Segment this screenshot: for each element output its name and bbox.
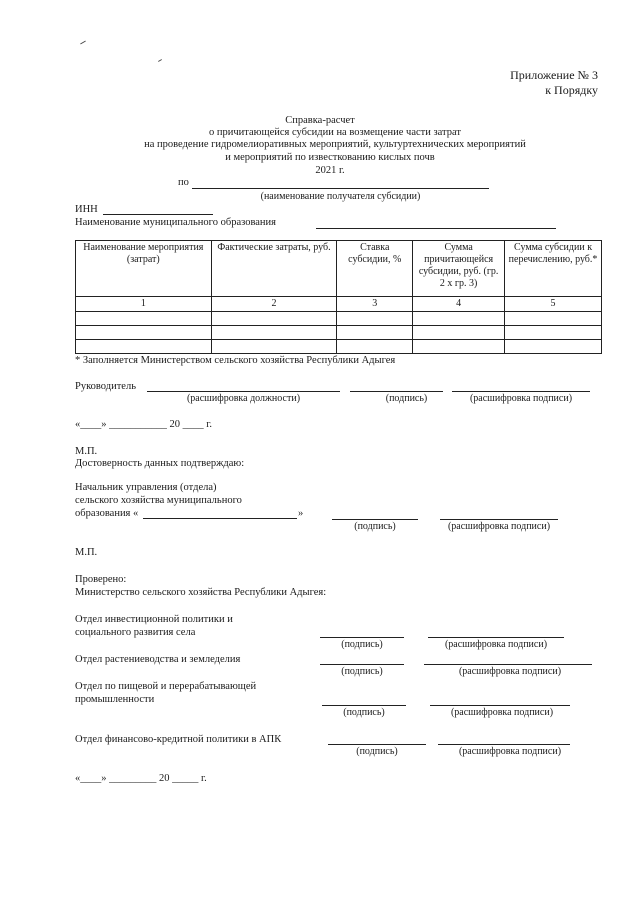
head-date-line[interactable]: «____» ___________ 20 ____ г. <box>75 419 212 430</box>
head-signature-field[interactable] <box>350 391 443 392</box>
dept2-decode-field[interactable] <box>424 664 592 665</box>
recipient-caption: (наименование получателя субсидии) <box>260 191 421 202</box>
doc-title-line4: и мероприятий по известкованию кислых почв <box>225 152 435 163</box>
dept1-line1: Отдел инвестиционной политики и <box>75 614 233 625</box>
table-cell[interactable] <box>76 312 212 326</box>
dept3-decode-field[interactable] <box>430 705 570 706</box>
confirm-decode-field[interactable] <box>440 519 558 520</box>
footnote: * Заполняется Министерством сельского хозяйства Республики Адыгея <box>75 355 396 366</box>
header-cell: Ставка субсидии, % <box>337 241 413 297</box>
table-cell[interactable] <box>76 326 212 340</box>
column-number: 1 <box>76 297 212 312</box>
header-cell: Сумма причитающейся субсидии, руб. (гр. 2 х гр. 3) <box>413 241 505 297</box>
table-cell[interactable] <box>505 326 602 340</box>
table-cell[interactable] <box>211 326 337 340</box>
column-number: 2 <box>211 297 337 312</box>
head-decode-field[interactable] <box>452 391 590 392</box>
checked-date-line[interactable]: «____» _________ 20 _____ г. <box>75 773 207 784</box>
dept1-signature-field[interactable] <box>320 637 404 638</box>
municipality-name-field[interactable] <box>143 518 297 519</box>
table-cell[interactable] <box>337 326 413 340</box>
table-cell[interactable] <box>211 312 337 326</box>
table-cell[interactable] <box>337 312 413 326</box>
head-position-field[interactable] <box>147 391 340 392</box>
cap-decode: (расшифровка подписи) <box>458 746 562 757</box>
confirm-quote-end: » <box>298 508 304 519</box>
dept4-decode-field[interactable] <box>438 744 570 745</box>
confirm-line2: сельского хозяйства муниципального <box>75 495 242 506</box>
cap-signature: (подпись) <box>341 639 383 650</box>
doc-title-line3: на проведение гидромелиоративных мероприятий, культуртехнических мероприятий <box>144 139 526 150</box>
cap-position: (расшифровка должности) <box>186 393 301 404</box>
cap-decode: (расшифровка подписи) <box>450 707 554 718</box>
stamp-place: М.П. <box>75 547 98 558</box>
header-cell: Наименование мероприятия (затрат) <box>76 241 212 297</box>
table-cell[interactable] <box>505 312 602 326</box>
dept3-line1: Отдел по пищевой и перерабатывающей <box>75 681 257 692</box>
confirm-line3: образования « <box>75 508 139 519</box>
recipient-line[interactable] <box>192 188 489 189</box>
appendix-order: к Порядку <box>545 83 598 97</box>
doc-title: Справка-расчет <box>285 115 355 126</box>
confirm-line1: Начальник управления (отдела) <box>75 482 217 493</box>
scan-speck <box>80 41 86 45</box>
ministry-label: Министерство сельского хозяйства Республики Адыгея: <box>75 587 327 598</box>
cap-signature: (подпись) <box>343 707 385 718</box>
cap-decode: (расшифровка подписи) <box>469 393 573 404</box>
table-cell[interactable] <box>413 340 505 354</box>
stamp-place: М.П. <box>75 446 98 457</box>
dept4-label: Отдел финансово-кредитной политики в АПК <box>75 734 282 745</box>
cap-decode: (расшифровка подписи) <box>444 639 548 650</box>
inn-field[interactable] <box>103 214 213 215</box>
dept2-signature-field[interactable] <box>320 664 404 665</box>
confirm-title: Достоверность данных подтверждаю: <box>75 458 245 469</box>
doc-year: 2021 г. <box>315 165 345 176</box>
header-cell: Фактические затраты, руб. <box>211 241 337 297</box>
dept2-label: Отдел растениеводства и земледелия <box>75 654 241 665</box>
inn-label: ИНН <box>75 204 98 215</box>
confirm-signature-field[interactable] <box>332 519 418 520</box>
column-number: 3 <box>337 297 413 312</box>
table-cell[interactable] <box>211 340 337 354</box>
municipality-field[interactable] <box>316 228 556 229</box>
dept4-signature-field[interactable] <box>328 744 426 745</box>
cap-decode: (расшифровка подписи) <box>447 521 551 532</box>
column-number: 5 <box>505 297 602 312</box>
cap-decode: (расшифровка подписи) <box>458 666 562 677</box>
po-label: по <box>178 177 189 188</box>
dept1-line2: социального развития села <box>75 627 196 638</box>
cap-signature: (подпись) <box>341 666 383 677</box>
dept1-decode-field[interactable] <box>428 637 564 638</box>
table-cell[interactable] <box>505 340 602 354</box>
doc-title-line2: о причитающейся субсидии на возмещение части затрат <box>209 127 461 138</box>
subsidy-table <box>75 240 602 354</box>
table-cell[interactable] <box>413 312 505 326</box>
column-number: 4 <box>413 297 505 312</box>
head-label: Руководитель <box>75 381 136 392</box>
dept3-signature-field[interactable] <box>322 705 406 706</box>
dept3-line2: промышленности <box>75 694 155 705</box>
appendix-label: Приложение № 3 <box>510 68 598 82</box>
table-cell[interactable] <box>337 340 413 354</box>
municipality-label: Наименование муниципального образования <box>75 217 276 228</box>
table-cell[interactable] <box>76 340 212 354</box>
cap-signature: (подпись) <box>354 521 396 532</box>
header-cell: Сумма субсидии к перечислению, руб.* <box>505 241 602 297</box>
scan-speck <box>158 59 162 62</box>
checked-title: Проверено: <box>75 574 127 585</box>
cap-signature: (подпись) <box>385 393 428 404</box>
cap-signature: (подпись) <box>356 746 398 757</box>
table-cell[interactable] <box>413 326 505 340</box>
